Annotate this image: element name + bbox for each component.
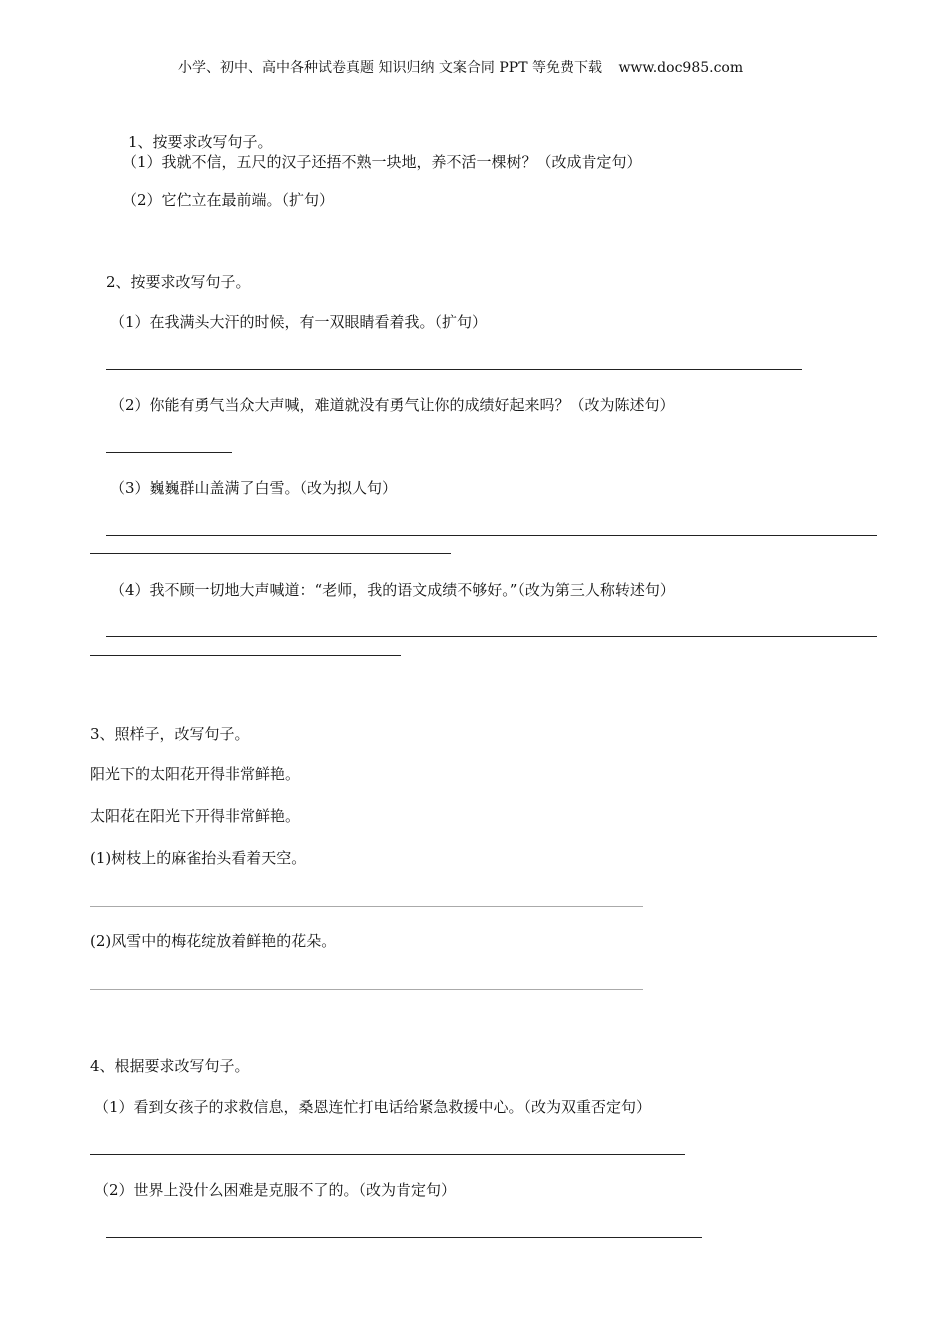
answer-line[interactable] <box>106 369 802 370</box>
page-header <box>178 58 743 78</box>
answer-line[interactable] <box>106 636 877 637</box>
section4-question2: （2）世界上没什么困难是克服不了的。（改为肯定句） <box>94 1181 457 1199</box>
section1-question1: （1）我就不信，五尺的汉子还捂不熟一块地，养不活一棵树？（改成肯定句） <box>122 153 642 171</box>
section2-question2: （2）你能有勇气当众大声喊，难道就没有勇气让你的成绩好起来吗？（改为陈述句） <box>110 396 675 414</box>
section3-title: 3、照样子，改写句子。 <box>90 725 250 743</box>
section2-question3: （3）巍巍群山盖满了白雪。（改为拟人句） <box>110 479 398 497</box>
section3-example2: 太阳花在阳光下开得非常鲜艳。 <box>90 807 301 825</box>
answer-line[interactable] <box>90 906 643 907</box>
answer-line[interactable] <box>90 655 401 656</box>
section2-question1: （1）在我满头大汗的时候，有一双眼睛看着我。（扩句） <box>110 313 488 331</box>
section3-question2: (2)风雪中的梅花绽放着鲜艳的花朵。 <box>90 932 337 950</box>
section3-question1: (1)树枝上的麻雀抬头看着天空。 <box>90 849 307 867</box>
section2-title: 2、按要求改写句子。 <box>106 273 251 291</box>
section4-title: 4、根据要求改写句子。 <box>90 1057 250 1075</box>
section3-example1: 阳光下的太阳花开得非常鲜艳。 <box>90 765 301 783</box>
section1-title: 1、按要求改写句子。 <box>128 133 273 151</box>
answer-line[interactable] <box>106 1237 702 1238</box>
answer-line[interactable] <box>106 535 877 536</box>
answer-line[interactable] <box>90 553 451 554</box>
section1-question2: （2）它伫立在最前端。（扩句） <box>122 191 335 209</box>
answer-line[interactable] <box>90 989 643 990</box>
section2-question4: （4）我不顾一切地大声喊道：“老师，我的语文成绩不够好。”（改为第三人称转述句） <box>110 581 675 599</box>
section4-question1: （1）看到女孩子的求救信息，桑恩连忙打电话给紧急救援中心。（改为双重否定句） <box>94 1098 652 1116</box>
header-text: 小学、初中、高中各种试卷真题 知识归纳 文案合同 PPT 等免费下载 <box>178 60 602 76</box>
header-url: www.doc985.com <box>618 60 744 76</box>
answer-line[interactable] <box>106 452 232 453</box>
answer-line[interactable] <box>90 1154 685 1155</box>
